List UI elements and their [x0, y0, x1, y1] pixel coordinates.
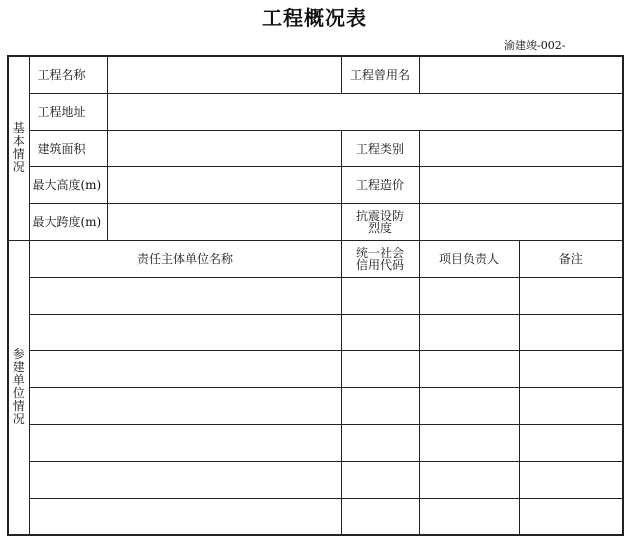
- table-row: [8, 461, 623, 498]
- participants-header-row: [8, 240, 623, 277]
- credit-code-cell[interactable]: [341, 350, 419, 387]
- table-row: [8, 350, 623, 387]
- credit-code-cell[interactable]: [341, 387, 419, 424]
- manager-header: 项目负责人: [419, 240, 519, 277]
- manager-cell[interactable]: [419, 498, 519, 535]
- basic-row: [8, 93, 623, 130]
- max-height-label: 最大高度(m): [29, 166, 107, 203]
- max-height-field[interactable]: [107, 166, 341, 203]
- credit-code-cell[interactable]: [341, 314, 419, 350]
- manager-cell[interactable]: [419, 461, 519, 498]
- remark-cell[interactable]: [519, 314, 623, 350]
- remark-header: 备注: [519, 240, 623, 277]
- basic-row: [8, 166, 623, 203]
- unit-name-cell[interactable]: [29, 461, 341, 498]
- unit-name-cell[interactable]: [29, 387, 341, 424]
- project-overview-table: [7, 55, 624, 536]
- unit-name-header: 责任主体单位名称: [29, 240, 341, 277]
- credit-code-header: 统一社会信用代码: [341, 240, 419, 277]
- credit-code-cell[interactable]: [341, 424, 419, 461]
- remark-cell[interactable]: [519, 461, 623, 498]
- table-row: [8, 387, 623, 424]
- remark-cell[interactable]: [519, 350, 623, 387]
- project-address-field[interactable]: [107, 93, 623, 130]
- participants-section-label: 参建单位情况: [8, 240, 29, 535]
- seismic-intensity-field[interactable]: [419, 203, 623, 240]
- basic-section-label: 基本情况: [8, 56, 29, 240]
- project-name-label: 工程名称: [29, 56, 107, 93]
- remark-cell[interactable]: [519, 498, 623, 535]
- manager-cell[interactable]: [419, 424, 519, 461]
- credit-code-cell[interactable]: [341, 498, 419, 535]
- manager-cell[interactable]: [419, 277, 519, 314]
- document-code: 渝建竣-002-: [504, 39, 566, 52]
- project-category-label: 工程类别: [341, 130, 419, 166]
- unit-name-cell[interactable]: [29, 350, 341, 387]
- project-name-field[interactable]: [107, 56, 341, 93]
- remark-cell[interactable]: [519, 424, 623, 461]
- project-cost-field[interactable]: [419, 166, 623, 203]
- remark-cell[interactable]: [519, 277, 623, 314]
- form-title: 工程概况表: [262, 6, 367, 30]
- credit-code-cell[interactable]: [341, 277, 419, 314]
- building-area-label: 建筑面积: [29, 130, 107, 166]
- manager-cell[interactable]: [419, 350, 519, 387]
- table-row: [8, 424, 623, 461]
- former-name-label: 工程曾用名: [341, 56, 419, 93]
- basic-row: [8, 203, 623, 240]
- former-name-field[interactable]: [419, 56, 623, 93]
- unit-name-cell[interactable]: [29, 314, 341, 350]
- manager-cell[interactable]: [419, 387, 519, 424]
- seismic-intensity-label: 抗震设防烈度: [341, 203, 419, 240]
- project-cost-label: 工程造价: [341, 166, 419, 203]
- table-row: [8, 314, 623, 350]
- credit-code-cell[interactable]: [341, 461, 419, 498]
- project-address-label: 工程地址: [29, 93, 107, 130]
- basic-row: [8, 130, 623, 166]
- unit-name-cell[interactable]: [29, 498, 341, 535]
- manager-cell[interactable]: [419, 314, 519, 350]
- remark-cell[interactable]: [519, 387, 623, 424]
- table-row: [8, 277, 623, 314]
- basic-row: [8, 56, 623, 93]
- unit-name-cell[interactable]: [29, 424, 341, 461]
- max-span-field[interactable]: [107, 203, 341, 240]
- table-row: [8, 498, 623, 535]
- building-area-field[interactable]: [107, 130, 341, 166]
- max-span-label: 最大跨度(m): [29, 203, 107, 240]
- project-category-field[interactable]: [419, 130, 623, 166]
- unit-name-cell[interactable]: [29, 277, 341, 314]
